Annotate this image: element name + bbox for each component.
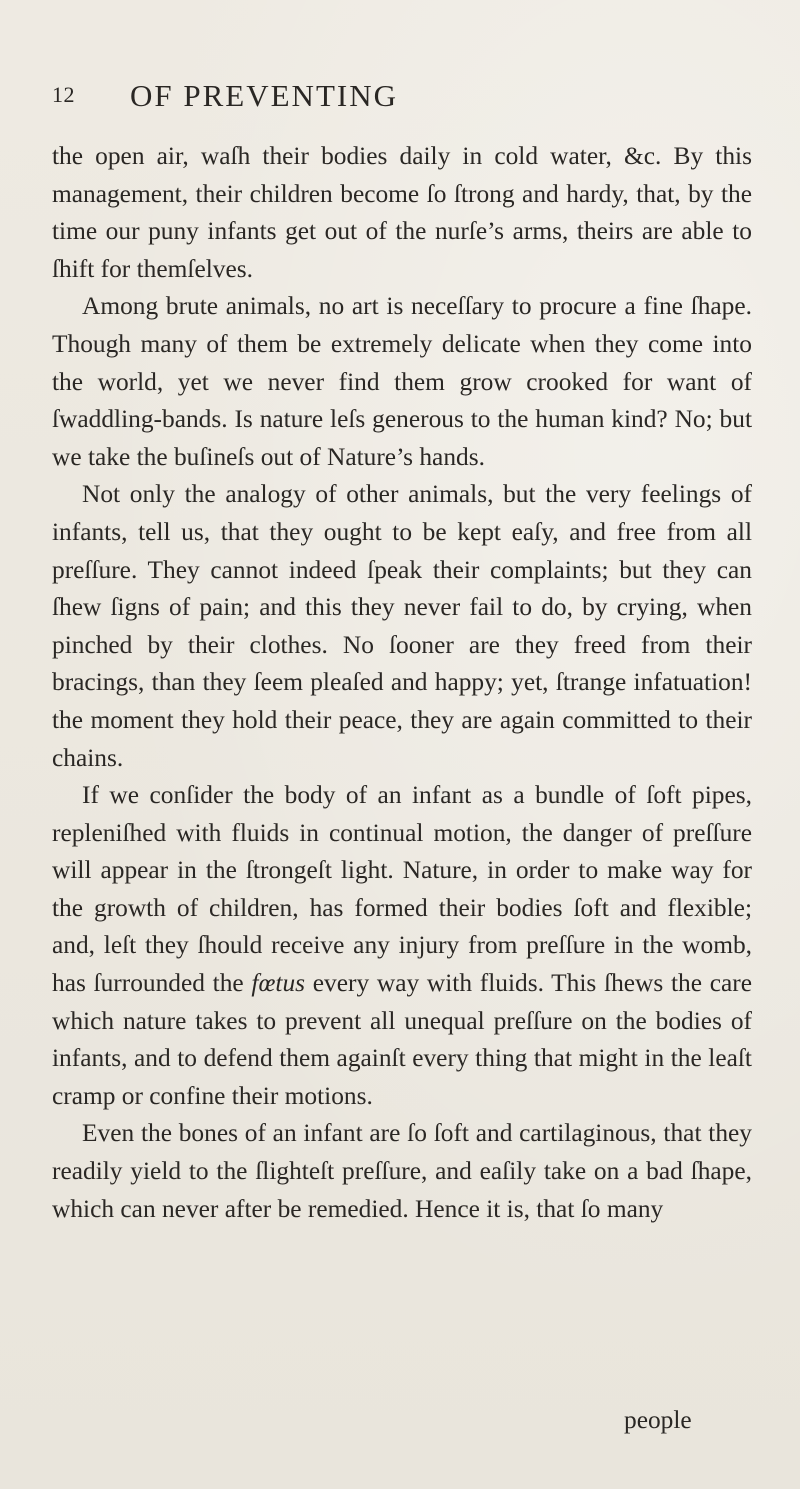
paragraph: [52, 138, 752, 288]
paragraph: [52, 288, 752, 476]
italic-term: fœtus: [251, 969, 306, 998]
body-text: [52, 138, 752, 1228]
running-head: OF PREVENTING: [130, 78, 398, 113]
paragraph-text: If we conſider the body of an infant as a bundle of ſoft pipes, repleniſhed with fluids in continual motion, the danger of preſſure will appear in the ſtrongeſt light. Nature, in order to make way for the growth of children, has formed their bodies ſoft and flexible; and, leſt they ſhould receive any injury from preſſure in the womb, has ſurrounded the: [52, 781, 752, 998]
paragraph-text: every way with fluids. This ſhews the care which nature takes to prevent all unequal preſſure on the bodies of infants, and to defend them againſt every thing that might in the leaſt cramp or confine their motions.: [52, 969, 752, 1110]
paragraph: [52, 777, 752, 1115]
catchword: people: [624, 1406, 692, 1434]
paragraph: [52, 476, 752, 777]
page-number: 12: [52, 82, 75, 107]
paragraph-text: Even the bones of an infant are ſo ſoft and cartilaginous, that they readily yield to the ſlighteſt preſſure, and eaſily take on a bad ſhape, which can never after be remedied. Hence it is, that ſo many: [52, 1119, 752, 1223]
paragraph-text: the open air, waſh their bodies daily in cold water, &c. By this management, their children become ſo ſtrong and hardy, that, by the time our puny infants get out of the nurſe’s arms, theirs are able to ſhift for themſelves.: [52, 142, 752, 283]
paragraph: [52, 1115, 752, 1228]
page-header: [52, 78, 752, 118]
paragraph-text: Among brute animals, no art is neceſſary to procure a fine ſhape. Though many of them be extremely delicate when they come into the world, yet we never find them grow crooked for want of ſwaddling-bands. Is nature leſs generous to the human kind? No; but we take the buſineſs out of Nature’s hands.: [52, 292, 752, 471]
paragraph-text: Not only the analogy of other animals, but the very feelings of infants, tell us, that they ought to be kept eaſy, and free from all preſſure. They cannot indeed ſpeak their complaints; but they can ſhew ſigns of pain; and this they never fail to do, by crying, when pinched by their clothes. No ſooner are they freed from their bracings, than they ſeem pleaſed and happy; yet, ſtrange infatuation! the moment they hold their peace, they are again committed to their chains.: [52, 480, 752, 772]
